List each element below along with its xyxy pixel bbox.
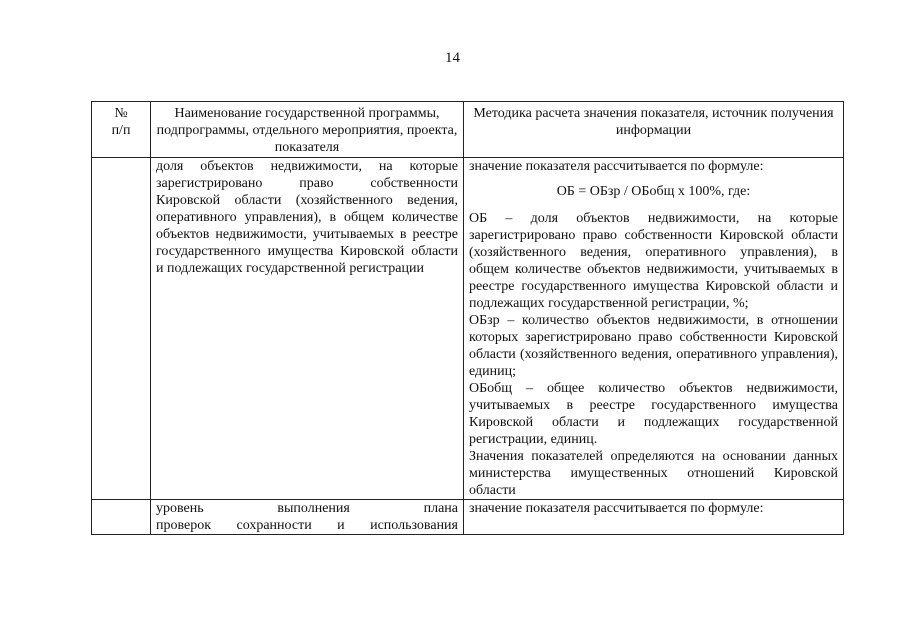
indicator-table xyxy=(91,101,844,535)
header-name: Наименование государственной программы, подпрограммы, отдельного мероприятия, проекта, показателя xyxy=(151,102,464,158)
row-num-cell xyxy=(92,500,151,535)
definition-ob: ОБ – доля объектов недвижимости, на которые зарегистрировано право собственности Кировской области (хозяйственного ведения, оперативного управления), в общем количестве объектов недвижимости, учитываемых в реестре государственного имущества Кировской области и подлежащих государственной регистрации, %; xyxy=(469,211,838,311)
indicator-name-cell xyxy=(151,500,464,535)
indicator-name-line: уровень выполнения плана xyxy=(156,501,458,516)
header-method: Методика расчета значения показателя, источник получения информации xyxy=(464,102,844,158)
indicator-name-cell: доля объектов недвижимости, на которые зарегистрировано право собственности Кировской области (хозяйственного ведения, оперативного управления), в общем количестве объектов недвижимости, учитываемых в реестре государственного имущества Кировской области и подлежащих государственной регистрации xyxy=(151,158,464,500)
method-intro: значение показателя рассчитывается по формуле: xyxy=(469,501,764,516)
method-cell xyxy=(464,158,844,500)
page-number: 14 xyxy=(445,50,460,66)
table-row xyxy=(92,500,844,535)
header-num: № п/п xyxy=(92,102,151,158)
method-cell xyxy=(464,500,844,535)
formula: ОБ = ОБзр / ОБобщ x 100%, где: xyxy=(556,184,751,199)
definition-obobsh: ОБобщ – общее количество объектов недвижимости, учитываемых в реестре государственного имущества Кировской области и подлежащих государственной регистрации, единиц. xyxy=(469,381,838,447)
data-source-note: Значения показателей определяются на основании данных министерства имущественных отношений Кировской области xyxy=(469,449,838,498)
definition-obzr: ОБзр – количество объектов недвижимости, в отношении которых зарегистрировано право собственности Кировской области (хозяйственного ведения, оперативного управления), единиц; xyxy=(469,313,838,379)
table-row xyxy=(92,158,844,500)
table-header-row xyxy=(92,102,844,158)
row-num-cell xyxy=(92,158,151,500)
indicator-name-line: проверок сохранности и использования xyxy=(156,518,458,533)
method-intro: значение показателя рассчитывается по формуле: xyxy=(469,159,764,174)
